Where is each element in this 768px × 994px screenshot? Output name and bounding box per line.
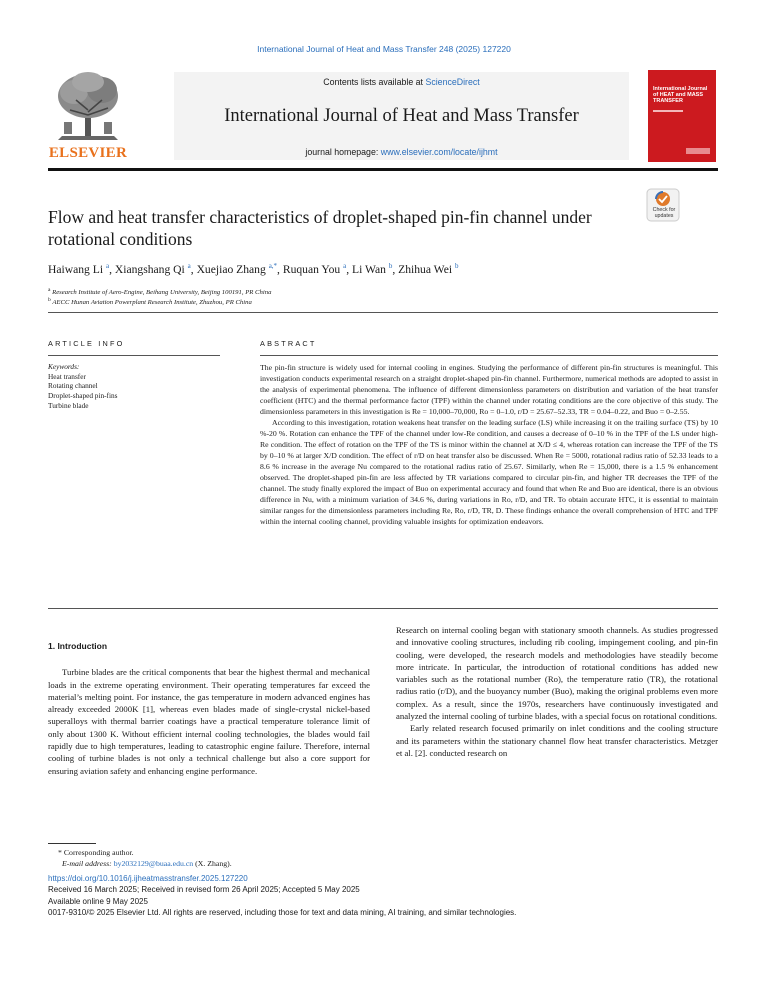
- corresponding-author-footnote: [48, 847, 370, 869]
- masthead-rule: [48, 168, 718, 171]
- author-affiliation-mark[interactable]: b: [388, 262, 393, 270]
- footnote-rule: [48, 843, 96, 844]
- abstract-divider: [48, 608, 718, 609]
- email-link[interactable]: by2032129@buaa.edu.cn: [113, 859, 194, 868]
- body-paragraph: Early related research focused primarily on inlet conditions and the cooling structure and its parameters within the stationary channel flow heat transfer characteristics. Metzger et al. [2]. conducted research on: [396, 723, 718, 758]
- keywords-block: [48, 362, 220, 411]
- article-title: Flow and heat transfer characteristics of droplet-shaped pin-fin channel under rotational conditions: [48, 207, 592, 249]
- body-paragraph: Turbine blades are the critical components that bear the highest thermal and mechanical loads in the extreme operating environment. Their operating temperatures far exceed the material’s melting point. For instance, the gas temperature in modern advanced engines has already exceeded 2000K [1], whereas even blades made of single-crystal nickel-based superalloys with thermal barrier coatings have a practical temperature tolerance limit of only about 1300 K. Without efficient internal cooling technologies, the blades would fail rapidly due to high temperatures, leading to catastrophic engine failure. Therefore, internal cooling of turbine blades is not only a technical challenge but also a core support for ensuring aviation safety and enhancing engine performance.: [48, 667, 370, 776]
- email-suffix: (X. Zhang).: [193, 859, 232, 868]
- tree-logo-icon: [48, 70, 128, 144]
- article-metadata: [48, 873, 718, 919]
- affiliation-mark: a: [48, 287, 51, 293]
- affiliation-a: [48, 287, 271, 296]
- abstract-heading: ABSTRACT: [260, 339, 317, 348]
- contents-prefix: Contents lists available at: [323, 77, 426, 87]
- article-info-heading: ARTICLE INFO: [48, 339, 125, 348]
- abstract-body: [260, 362, 718, 527]
- journal-reference[interactable]: International Journal of Heat and Mass Transfer 248 (2025) 127220: [257, 44, 511, 54]
- body-right-column: [396, 624, 718, 759]
- affiliation-b: [48, 297, 252, 306]
- section-heading-introduction: 1. Introduction: [48, 641, 108, 651]
- affiliation-text: Research Institute of Aero-Engine, Beihang University, Beijing 100191, PR China: [52, 289, 272, 297]
- cover-decoration: [653, 110, 683, 112]
- footnote-email-line: [48, 858, 370, 869]
- author-affiliation-mark[interactable]: a: [187, 262, 191, 270]
- author-name[interactable]: Xiangshang Qi: [114, 262, 185, 276]
- affiliation-text: AECC Hunan Aviation Powerplant Research Institute, Zhuzhou, PR China: [52, 299, 252, 307]
- contents-line: [174, 77, 629, 87]
- keyword: Rotating channel: [48, 381, 98, 391]
- sciencedirect-link[interactable]: ScienceDirect: [425, 77, 480, 87]
- author-name[interactable]: Ruquan You: [282, 262, 341, 276]
- journal-banner: [174, 72, 629, 160]
- received-dates: Received 16 March 2025; Received in revised form 26 April 2025; Accepted 5 May 2025: [48, 885, 360, 895]
- abstract-paragraph: The pin-fin structure is widely used for internal cooling in engines. Studying the performance of different pin-fin structures is meaningful. This investigation conducts experimental research on a straight droplet-shaped pin-fin channel. Furthermore, numerical methods are adopted to assist in the analysis of experimental phenomena. The influence of different dimensionless parameters on distribution and variation of the heat transfer coefficient (HTC) and the thermal performance factor (TPF) within the channel under rotating conditions are the core objective of this study. The dimensionless parameters in this investigation is Re = 10,000–70,000, Ro = 0–1.0, r/D = 25.67–52.33, TR = 0.04–0.22, and Buo = 0–2.55.: [260, 363, 718, 416]
- header-divider: [48, 312, 718, 313]
- article-info-rule: [48, 355, 220, 356]
- email-label: E-mail address:: [62, 859, 114, 868]
- author-list: Haiwang Li $^a$, Xiangshang Qi $^a$, Xuejiao Zhang $^{a,*}$, Ruquan You $^a$, Li Wan $^b$, Zhihua Wei $^b$: [48, 262, 459, 276]
- homepage-link[interactable]: www.elsevier.com/locate/ijhmt: [380, 147, 498, 157]
- footnote-line: * Corresponding author.: [58, 848, 134, 857]
- check-for-updates-label: Check for updates: [652, 207, 676, 219]
- author-name[interactable]: Xuejiao Zhang: [196, 262, 266, 276]
- keyword: Heat transfer: [48, 371, 86, 381]
- keyword: Droplet-shaped pin-fins: [48, 391, 118, 401]
- body-left-column: [48, 640, 370, 777]
- online-date: Available online 9 May 2025: [48, 896, 148, 906]
- journal-title: International Journal of Heat and Mass Transfer: [224, 106, 579, 126]
- publisher-name: ELSEVIER: [48, 145, 128, 161]
- author-name[interactable]: Li Wan: [352, 262, 386, 276]
- keywords-label: Keywords:: [48, 362, 80, 371]
- body-paragraph: Research on internal cooling began with stationary smooth channels. As studies progressed and innovative cooling structures, including rib cooling, impingement cooling, and pin-fin cooling, were developed, the research models and methodologies have steadily become more intricate. In particular, the introduction of rotational conditions has added new variables such as the rotational number (Ro), the temperature ratio (TR), the rotational radius ratio (r/D), and the buoyancy number (Buo), making the original problems even more complex. As a result, since the 1970s, researchers have continuously investigated and analyzed the internal cooling of turbine blades, with a special focus on rotational conditions.: [396, 625, 718, 722]
- affiliation-mark: b: [48, 297, 51, 303]
- keyword: Turbine blade: [48, 400, 89, 410]
- author-name[interactable]: Zhihua Wei: [398, 262, 453, 276]
- journal-cover-thumbnail[interactable]: [648, 70, 716, 162]
- cover-publisher-mark: [686, 148, 710, 154]
- abstract-rule: [260, 355, 718, 356]
- author-name[interactable]: Haiwang Li: [48, 262, 104, 276]
- footnote-text: Corresponding author.: [63, 848, 134, 857]
- homepage-prefix: journal homepage:: [305, 147, 381, 157]
- masthead: [48, 70, 718, 165]
- author-affiliation-mark[interactable]: a: [105, 262, 110, 270]
- abstract-paragraph: According to this investigation, rotation weakens heat transfer on the leading surface (LS) while increasing it on the trailing surface (TS) by 10 %-20 %. Rotation can enhance the TPF of the channel under low-Re condition, and causes a decrease of 0–10 % in the TPF of the LS under high-Re condition. The effect of rotation on the TPF of the TS is minor within the channel at X/D ≤ 4, whereas rotation can increase the TPF of the TS by 0–10 % at larger X/D condition. The effect of r/D on heat transfer also be discussed. When Re = 5000, rotational radius ratio of 52.33 leads to a 8.6 % increase in the average Nu compared to the rotational radius ratio of 25.67. Similarly, when Re = 15,000, there is a 1.5 % enhancement observed. The droplet-shaped pin-fin are less affected by TR variations compared to circular pin-fin, and higher TR decreases the TPF of the channel. The study finally explored the impact of Buo on experimental accuracy and found that when Re and Buo are identical, there is an obvious difference in Nu, with a minimum variation of 34.6 %, during variations in Ro, r/D, and TR. To obtain accurate HTC, it is essential to maintain similar ranges for the dimensionless parameters including Re, Ro, r/D, TR, D. These findings enhance the overall comprehension of HTC and TPF within the internal cooling channel, providing valuable insights for optimization endeavors.: [260, 418, 718, 526]
- elsevier-logo[interactable]: [48, 70, 128, 162]
- copyright-line: 0017-9310/© 2025 Elsevier Ltd. All rights are reserved, including those for text and data mining, AI training, and similar technologies.: [48, 908, 517, 918]
- author-affiliation-mark[interactable]: a,*: [268, 262, 278, 270]
- author-affiliation-mark[interactable]: a: [343, 262, 347, 270]
- author-affiliation-mark[interactable]: b: [454, 262, 459, 270]
- homepage-line: [174, 147, 629, 157]
- doi-link[interactable]: https://doi.org/10.1016/j.ijheatmasstransfer.2025.127220: [48, 874, 248, 883]
- cover-title: International Journal of HEAT and MASS TRANSFER: [653, 86, 708, 104]
